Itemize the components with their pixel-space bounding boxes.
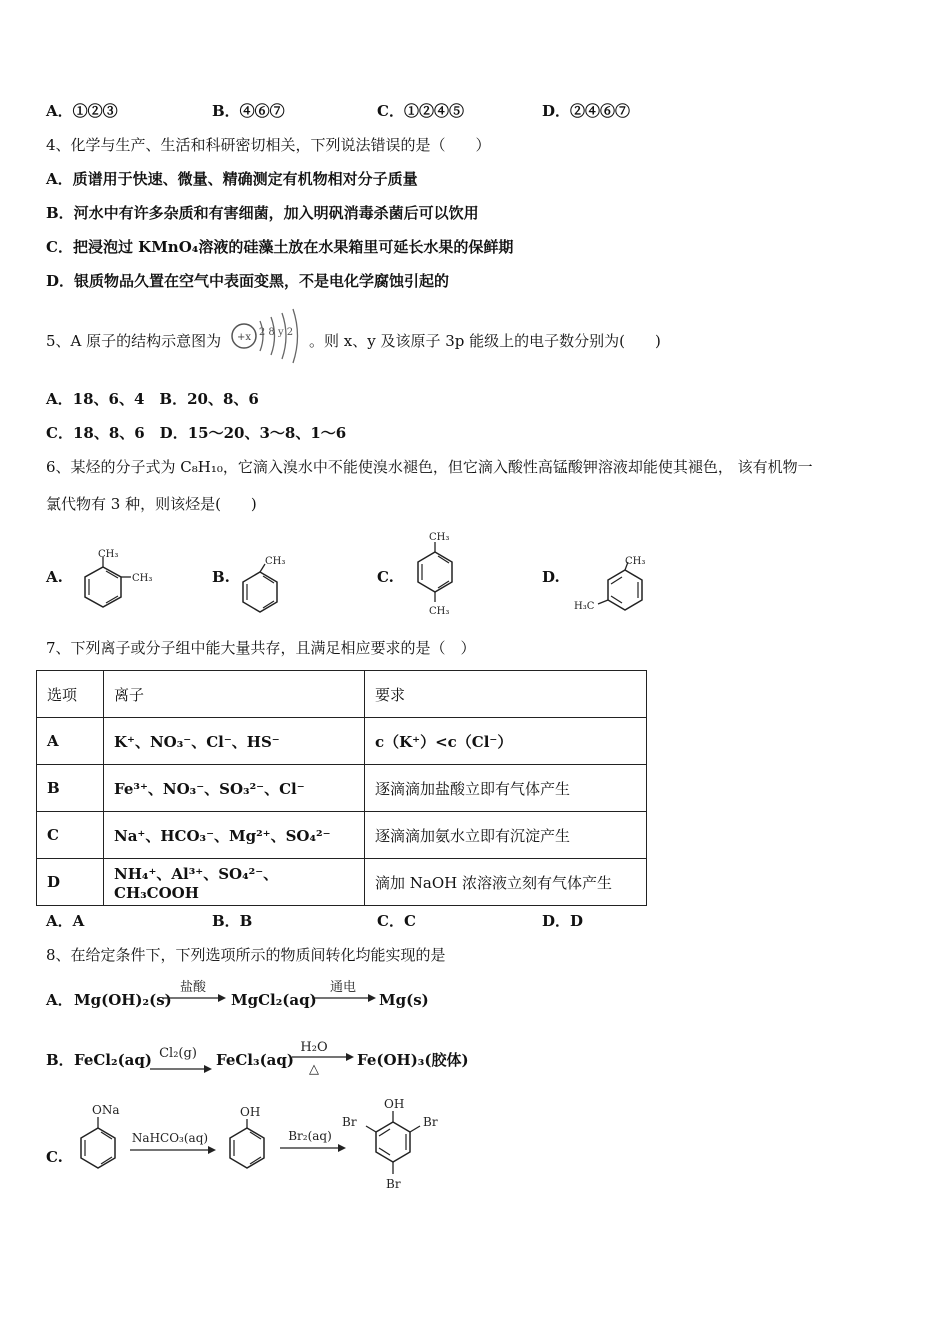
row-req: 滴加 NaOH 浓溶液立刻有气体产生 — [365, 859, 647, 906]
q8-a-species-1: Mg(OH)₂(s) — [74, 991, 172, 1009]
q8-c-arrow-1 — [128, 1128, 216, 1158]
molecule-sodium-phenoxide — [72, 1098, 132, 1178]
q7-answer-c: C．C — [377, 912, 416, 930]
q7-answer-d: D．D — [542, 912, 584, 930]
mol-c-ch3-top: CH₃ — [429, 532, 450, 543]
table-row — [37, 765, 647, 812]
q7-answer-a: A．A — [46, 912, 85, 930]
row-req: 逐滴滴加氨水立即有沉淀产生 — [365, 812, 647, 859]
q8-b-reagent-2-top: H₂O — [300, 1040, 328, 1055]
row-ions: Na⁺、HCO₃⁻、Mg²⁺、SO₄²⁻ — [104, 812, 365, 859]
table-row — [37, 718, 647, 765]
row-ions: NH₄⁺、Al³⁺、SO₄²⁻、CH₃COOH — [104, 859, 365, 906]
q8-b-reagent-2-bottom: △ — [309, 1062, 319, 1076]
table-header-row — [37, 671, 647, 718]
q8-c-reagent-2: Br₂(aq) — [288, 1129, 332, 1143]
row-ions: K⁺、NO₃⁻、Cl⁻、HS⁻ — [104, 718, 365, 765]
q8-a-label: A． — [46, 991, 73, 1009]
mol-c3-oh: OH — [384, 1097, 405, 1111]
row-opt: D — [37, 859, 104, 906]
q3-option-b: B．④⑥⑦ — [212, 102, 285, 120]
molecule-p-xylene — [405, 528, 465, 620]
q6-label-d: D. — [542, 568, 560, 586]
molecule-tribromophenol — [338, 1094, 448, 1194]
q4-stem: 4、化学与生产、生活和科研密切相关，下列说法错误的是（ ） — [46, 136, 491, 154]
q8-a-arrow-2 — [310, 976, 376, 1008]
mol-c-ch3-bottom: CH₃ — [429, 606, 450, 617]
row-ions: Fe³⁺、NO₃⁻、SO₃²⁻、Cl⁻ — [104, 765, 365, 812]
q5-stem-before: 5、A 原子的结构示意图为 — [46, 332, 222, 350]
molecule-m-xylene — [570, 550, 655, 615]
atom-nucleus-label: +x — [236, 332, 252, 343]
q4-option-a: A．质谱用于快速、微量、精确测定有机物相对分子质量 — [46, 170, 418, 188]
molecule-ethylbenzene — [235, 550, 295, 615]
header-ions: 离子 — [104, 671, 365, 718]
q8-a-species-3: Mg(s) — [379, 991, 429, 1009]
q8-a-species-2: MgCl₂(aq) — [231, 991, 317, 1009]
q8-b-species-1: FeCl₂(aq) — [74, 1051, 152, 1069]
q7-stem: 7、下列离子或分子组中能大量共存，且满足相应要求的是（ ） — [46, 639, 476, 657]
atom-structure-diagram — [228, 305, 308, 367]
row-opt: B — [37, 765, 104, 812]
q6-stem-line1: 6、某烃的分子式为 C₈H₁₀，它滴入溴水中不能使溴水褪色，但它滴入酸性高锰酸钾溶液却能使其褪色， 该有机物一 — [46, 458, 813, 476]
q6-label-a: A. — [46, 568, 63, 586]
mol-c3-br-bottom: Br — [386, 1177, 401, 1191]
q8-b-arrow-2 — [290, 1036, 354, 1076]
q8-a-reagent-2: 通电 — [329, 980, 357, 995]
q5-options-ab: A．18、6、4 B．20、8、6 — [46, 390, 259, 408]
q8-c-arrow-2 — [278, 1126, 346, 1156]
row-opt: C — [37, 812, 104, 859]
mol-c3-br-right: Br — [423, 1115, 438, 1129]
q8-c-reagent-1: NaHCO₃(aq) — [131, 1131, 209, 1145]
q8-b-species-3: Fe(OH)₃(胶体) — [357, 1051, 469, 1069]
q6-label-c: C. — [377, 568, 394, 586]
q6-label-b: B. — [212, 568, 230, 586]
q4-option-d: D．银质物品久置在空气中表面变黑，不是电化学腐蚀引起的 — [46, 272, 450, 290]
row-req: c（K⁺）<c（Cl⁻） — [365, 718, 647, 765]
q8-a-arrow-1 — [160, 976, 226, 1008]
q3-option-a: A．①②③ — [46, 102, 118, 120]
q8-b-species-2: FeCl₃(aq) — [216, 1051, 294, 1069]
q6-stem-line2: 氯代物有 3 种，则该烃是( ) — [46, 495, 257, 513]
row-opt: A — [37, 718, 104, 765]
mol-d-ch3-top: CH₃ — [625, 556, 646, 567]
header-opt: 选项 — [37, 671, 104, 718]
q8-b-label: B． — [46, 1051, 74, 1069]
q4-option-b: B．河水中有许多杂质和有害细菌，加入明矾消毒杀菌后可以饮用 — [46, 204, 479, 222]
mol-c2-oh: OH — [240, 1105, 261, 1119]
q5-options-cd: C．18、8、6 D．15～20、3～8、1～6 — [46, 424, 347, 442]
q8-c-label: C. — [46, 1148, 63, 1166]
atom-shells-label: 2 8 y 2 — [258, 327, 294, 338]
molecule-phenol — [222, 1100, 278, 1178]
q8-stem: 8、在给定条件下，下列选项所示的物质间转化均能实现的是 — [46, 946, 446, 964]
mol-c1-ona: ONa — [92, 1103, 120, 1117]
mol-d-h3c: H₃C — [574, 601, 595, 612]
q4-option-c: C．把浸泡过 KMnO₄溶液的硅藻土放在水果箱里可延长水果的保鲜期 — [46, 238, 514, 256]
q3-option-d: D．②④⑥⑦ — [542, 102, 631, 120]
q7-ion-table — [36, 670, 647, 906]
mol-a-ch3-side: CH₃ — [132, 573, 153, 584]
row-req: 逐滴滴加盐酸立即有气体产生 — [365, 765, 647, 812]
mol-c3-br-left: Br — [342, 1115, 357, 1129]
q8-b-reagent-1: Cl₂(g) — [159, 1046, 197, 1061]
table-row — [37, 812, 647, 859]
q3-option-c: C．①②④⑤ — [377, 102, 464, 120]
table-row — [37, 859, 647, 906]
molecule-o-xylene — [75, 545, 170, 615]
mol-b-ch3: CH₃ — [265, 556, 286, 567]
header-req: 要求 — [365, 671, 647, 718]
mol-a-ch3-top: CH₃ — [98, 549, 119, 560]
q8-b-arrow-1 — [148, 1042, 212, 1074]
q5-stem-after: 。则 x、y 及该原子 3p 能级上的电子数分别为( ) — [309, 332, 661, 350]
q8-a-reagent-1: 盐酸 — [179, 980, 207, 995]
q7-answer-b: B．B — [212, 912, 253, 930]
